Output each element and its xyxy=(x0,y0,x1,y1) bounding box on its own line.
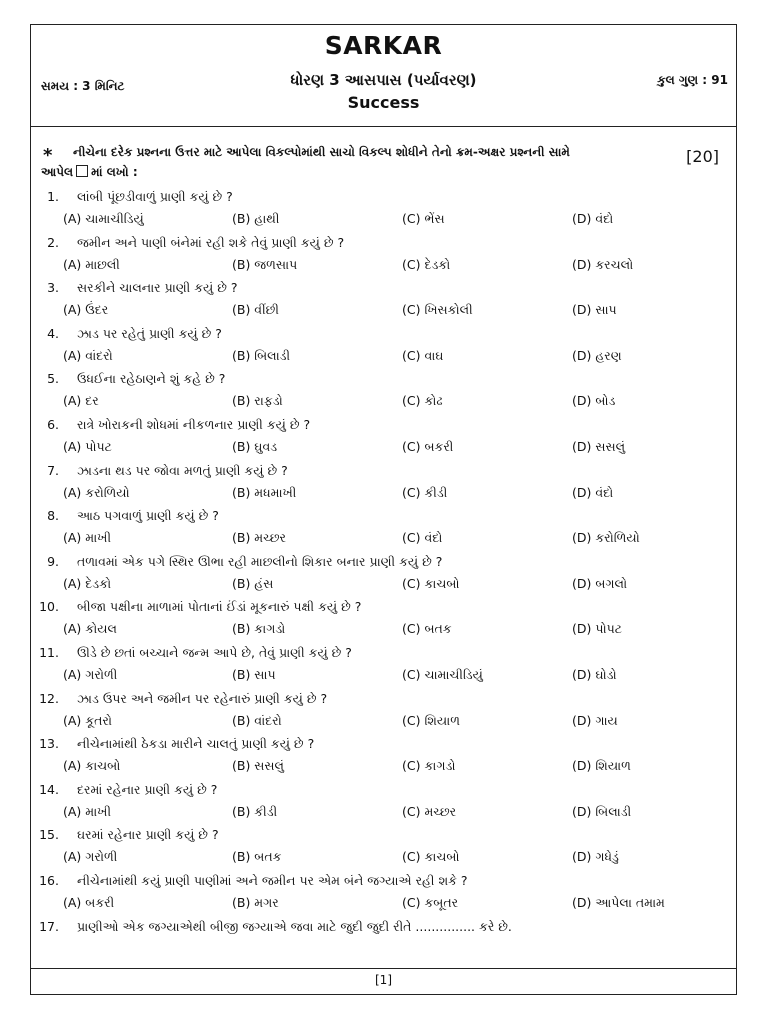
subject-label: ધોરણ 3 આસપાસ (પર્યાવરણ) xyxy=(290,71,477,89)
instruction-line-2 xyxy=(41,165,138,180)
option-c: (C) મચ્છર xyxy=(402,803,457,819)
question-item xyxy=(31,371,736,417)
question-item xyxy=(31,235,736,281)
question-text: ઝાડના થડ પર જોવા મળતું પ્રાણી કયું છે ? xyxy=(77,462,288,478)
option-d: (D) ગધેડું xyxy=(572,849,619,865)
option-b: (B) વીંછી xyxy=(232,302,279,318)
option-c: (C) ભેંસ xyxy=(402,211,445,226)
question-text: ઊડે છે છતાં બચ્ચાને જન્મ આપે છે, તેવું પ્રાણી કયું છે ? xyxy=(77,644,352,660)
question-number: 11. xyxy=(39,644,59,660)
option-d: (D) સાપ xyxy=(572,302,617,318)
option-row xyxy=(63,621,733,641)
school-title: SARKAR xyxy=(324,31,443,60)
option-b: (B) હંસ xyxy=(232,575,274,591)
question-number: 15. xyxy=(39,827,59,843)
option-d: (D) ગાય xyxy=(572,712,618,728)
option-d: (D) વંદો xyxy=(572,484,614,500)
option-row xyxy=(63,667,733,687)
option-d: (D) કરોળિયો xyxy=(572,530,640,546)
question-number: 16. xyxy=(39,872,59,888)
question-text: રાત્રે ખોરાકની શોધમાં નીકળનાર પ્રાણી કયું છે ? xyxy=(77,416,311,432)
option-b: (B) કાગડો xyxy=(232,621,286,637)
option-b: (B) બિલાડી xyxy=(232,347,291,363)
question-list xyxy=(31,189,736,964)
option-d: (D) વંદો xyxy=(572,211,614,226)
question-item xyxy=(31,554,736,600)
question-number: 14. xyxy=(39,781,59,797)
option-d: (D) શિયાળ xyxy=(572,758,631,774)
question-text: બીજા પક્ષીના માળામાં પોતાનાં ઈંડાં મૂકનારું પક્ષી કયું છે ? xyxy=(77,599,362,615)
question-text: તળાવમાં એક પગે સ્થિર ઊભા રહી માછલીનો શિકાર બનાર પ્રાણી કયું છે ? xyxy=(77,553,443,569)
question-text: પ્રાણીઓ એક જગ્યાએથી બીજી જગ્યાએ જવા માટે જુદી જુદી રીતે ............... કરે છે. xyxy=(77,918,512,934)
option-c: (C) કાચબો xyxy=(402,575,460,591)
question-text: આઠ પગવાળું પ્રાણી કયું છે ? xyxy=(77,508,219,524)
question-item xyxy=(31,919,736,965)
question-number: 17. xyxy=(39,918,59,934)
option-d: (D) બોડ xyxy=(572,393,616,409)
option-b: (B) સાપ xyxy=(232,666,276,682)
time-label: સમય : 3 મિનિટ xyxy=(41,79,125,93)
option-c: (C) બકરી xyxy=(402,438,454,454)
option-b: (B) મચ્છર xyxy=(232,530,286,546)
option-c: (C) શિયાળ xyxy=(402,712,460,728)
question-number: 6. xyxy=(47,416,59,432)
option-row xyxy=(63,713,733,733)
star-marker: * xyxy=(43,145,53,166)
instructions xyxy=(41,143,731,183)
option-d: (D) કરચલો xyxy=(572,256,634,272)
option-b: (B) ઘુવડ xyxy=(232,438,278,454)
question-number: 7. xyxy=(47,462,59,478)
footer-divider xyxy=(31,968,736,969)
option-c: (C) કાગડો xyxy=(402,758,456,774)
option-d: (D) હરણ xyxy=(572,347,622,363)
answer-box-icon xyxy=(76,165,88,177)
question-number: 9. xyxy=(47,553,59,569)
question-item xyxy=(31,326,736,372)
question-number: 4. xyxy=(47,325,59,341)
question-item xyxy=(31,736,736,782)
option-row xyxy=(63,485,733,505)
option-a: (A) દેડકો xyxy=(63,575,112,591)
option-row xyxy=(63,439,733,459)
option-row xyxy=(63,257,733,277)
option-a: (A) કૂતરો xyxy=(63,712,112,728)
option-c: (C) વંદો xyxy=(402,530,443,546)
question-item xyxy=(31,873,736,919)
paper-header xyxy=(31,25,736,127)
question-text: લાંબી પૂંછડીવાળું પ્રાણી કયું છે ? xyxy=(77,189,233,204)
option-b: (B) જળસાપ xyxy=(232,256,298,272)
option-c: (C) ખિસકોલી xyxy=(402,302,473,318)
question-number: 10. xyxy=(39,599,59,615)
question-text: નીચેનામાંથી ઠેકડા મારીને ચાલતું પ્રાણી કયું છે ? xyxy=(77,736,315,752)
option-b: (B) હાથી xyxy=(232,211,280,226)
option-a: (A) કરોળિયો xyxy=(63,484,130,500)
page-number: [1] xyxy=(375,973,392,987)
option-b: (B) વાંદરો xyxy=(232,712,282,728)
question-text: ઝાડ ઉપર અને જમીન પર રહેનારું પ્રાણી કયું છે ? xyxy=(77,690,328,706)
option-a: (A) માખી xyxy=(63,530,112,546)
instruction-line-2-end: માં લખો : xyxy=(91,165,138,179)
instruction-line-2-start: આપેલ xyxy=(41,165,74,179)
question-number: 13. xyxy=(39,736,59,752)
question-text: જમીન અને પાણી બંનેમાં રહી શકે તેવું પ્રાણી કયું છે ? xyxy=(77,234,345,250)
option-a: (A) દર xyxy=(63,393,99,409)
question-paper xyxy=(30,24,737,995)
question-item xyxy=(31,189,736,235)
option-d: (D) પોપટ xyxy=(572,621,622,637)
option-c: (C) બતક xyxy=(402,621,452,637)
option-b: (B) કીડી xyxy=(232,803,278,819)
option-a: (A) માખી xyxy=(63,803,112,819)
option-c: (C) કોઢ xyxy=(402,393,443,409)
question-text: દરમાં રહેનાર પ્રાણી કયું છે ? xyxy=(77,781,218,797)
option-d: (D) સસલું xyxy=(572,438,626,454)
question-item xyxy=(31,417,736,463)
option-b: (B) બતક xyxy=(232,849,282,865)
option-a: (A) વાંદરો xyxy=(63,347,113,363)
total-marks: કુલ ગુણ : 91 xyxy=(657,73,728,87)
question-item xyxy=(31,508,736,554)
question-text: ઉધઈના રહેઠાણને શું કહે છે ? xyxy=(77,371,226,387)
question-text: ઝાડ પર રહેતું પ્રાણી કયું છે ? xyxy=(77,325,222,341)
question-text: ઘરમાં રહેનાર પ્રાણી કયું છે ? xyxy=(77,827,219,843)
option-c: (C) દેડકો xyxy=(402,256,451,272)
instruction-line-1: નીચેના દરેક પ્રશ્નના ઉત્તર માટે આપેલા વિકલ્પોમાંથી સાચો વિકલ્પ શોધીને તેનો ક્રમ-અક્ષર પ્રશ્નની સામે xyxy=(73,145,570,159)
question-number: 3. xyxy=(47,280,59,296)
question-item xyxy=(31,782,736,828)
option-a: (A) ગરોળી xyxy=(63,666,118,682)
option-c: (C) ચામાચીડિયું xyxy=(402,666,483,682)
option-a: (A) કોયલ xyxy=(63,621,117,637)
option-row xyxy=(63,530,733,550)
option-a: (A) બકરી xyxy=(63,894,115,910)
question-text: સરકીને ચાલનાર પ્રાણી કયું છે ? xyxy=(77,280,238,296)
option-d: (D) આપેલા તમામ xyxy=(572,894,665,910)
success-label: Success xyxy=(347,93,420,112)
option-a: (A) ઉંદર xyxy=(63,302,109,318)
question-number: 12. xyxy=(39,690,59,706)
option-b: (B) મગર xyxy=(232,894,279,910)
option-b: (B) સસલું xyxy=(232,758,285,774)
option-row xyxy=(63,211,733,231)
option-row xyxy=(63,348,733,368)
option-c: (C) કીડી xyxy=(402,484,448,500)
option-c: (C) વાઘ xyxy=(402,347,444,363)
option-row xyxy=(63,302,733,322)
section-marks: [20] xyxy=(686,147,719,166)
option-row xyxy=(63,393,733,413)
question-item xyxy=(31,280,736,326)
question-number: 2. xyxy=(47,234,59,250)
option-row xyxy=(63,758,733,778)
question-number: 1. xyxy=(47,189,59,204)
question-item xyxy=(31,463,736,509)
option-c: (C) કાચબો xyxy=(402,849,460,865)
option-row xyxy=(63,804,733,824)
option-d: (D) બગલો xyxy=(572,575,628,591)
question-text: નીચેનામાંથી કયું પ્રાણી પાણીમાં અને જમીન પર એમ બંને જગ્યાએ રહી શકે ? xyxy=(77,872,468,888)
option-row xyxy=(63,576,733,596)
option-a: (A) ગરોળી xyxy=(63,849,118,865)
question-item xyxy=(31,645,736,691)
question-item xyxy=(31,691,736,737)
option-d: (D) બિલાડી xyxy=(572,803,632,819)
option-a: (A) માછલી xyxy=(63,256,120,272)
question-number: 8. xyxy=(47,508,59,524)
option-b: (B) મધમાખી xyxy=(232,484,297,500)
option-a: (A) ચામાચીડિયું xyxy=(63,211,144,226)
question-item xyxy=(31,599,736,645)
option-b: (B) રાફડો xyxy=(232,393,283,409)
question-item xyxy=(31,827,736,873)
question-number: 5. xyxy=(47,371,59,387)
option-d: (D) ઘોડો xyxy=(572,666,617,682)
option-row xyxy=(63,895,733,915)
option-a: (A) કાચબો xyxy=(63,758,121,774)
option-row xyxy=(63,849,733,869)
option-c: (C) કબૂતર xyxy=(402,894,459,910)
option-a: (A) પોપટ xyxy=(63,438,112,454)
